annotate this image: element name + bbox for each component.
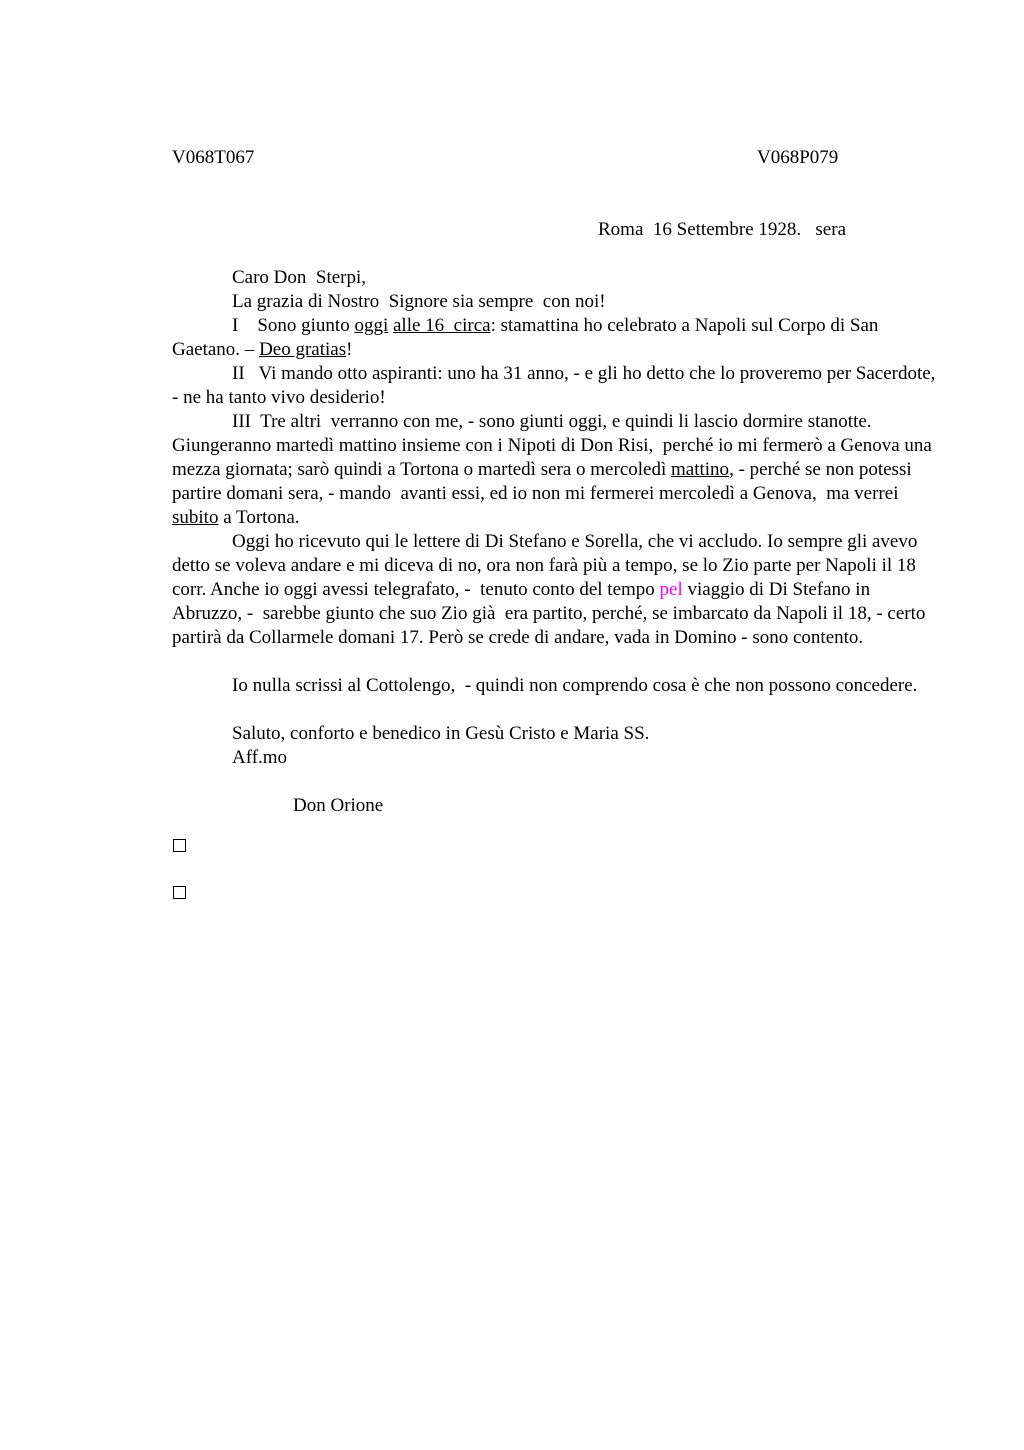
p3-underlined-mattino: mattino bbox=[671, 459, 730, 480]
p4-highlighted-pel: pel bbox=[659, 579, 683, 600]
p4-text-a: Oggi ho ricevuto qui le lettere di Di Stefano e Sorella, che vi accludo. Io sempre gli avevo detto se voleva andare e mi diceva di no, ora non farà più a tempo, se lo Zio parte per Napoli il 18 corr. Anche io oggi avessi telegrafato, - tenuto conto del tempo bbox=[172, 531, 923, 600]
archive-code-left: V068T067 bbox=[172, 147, 255, 168]
signature: Don Orione bbox=[293, 795, 384, 816]
p3-text-a: III Tre altri verranno con me, - sono giunti oggi, e quindi li lascio dormire stanotte. Giungeranno martedì mattino insieme con i Nipoti di Don Risi, perché io mi fermerò a Genova una mezza giornata; sarò quindi a Tortona o martedì sera o mercoledì bbox=[172, 411, 937, 480]
greeting: La grazia di Nostro Signore sia sempre con noi! bbox=[232, 291, 606, 312]
p3-text-e: a Tortona. bbox=[218, 507, 300, 528]
p3-text-c: , - perché se non potessi partire domani sera, - mando avanti essi, ed io non mi fermerei mercoledì a Genova, ma verrei bbox=[172, 459, 917, 504]
salutation: Caro Don Sterpi, bbox=[232, 267, 367, 288]
closing-line: Saluto, conforto e benedico in Gesù Cristo e Maria SS. bbox=[232, 723, 650, 744]
p1-underlined-deo-gratias: Deo gratias bbox=[259, 339, 347, 360]
paragraph-1 bbox=[172, 314, 942, 362]
archive-code-right: V068P079 bbox=[757, 147, 839, 168]
paragraph-4 bbox=[172, 530, 942, 650]
p1-underlined-time: alle 16 circa bbox=[392, 315, 491, 336]
checkbox-square-2-icon bbox=[173, 886, 186, 899]
p1-text-a: I Sono giunto bbox=[232, 315, 355, 336]
p4-text-c: viaggio di Di Stefano in Abruzzo, - sarebbe giunto che suo Zio già era partito, perché, se imbarcato da Napoli il 18, - certo partirà da Collarmele domani 17. Però se crede di andare, vada in Domino - sono contento. bbox=[172, 579, 931, 648]
p1-text-g: ! bbox=[346, 339, 353, 360]
closing-formula: Aff.mo bbox=[232, 747, 288, 768]
p3-underlined-subito: subito bbox=[172, 507, 219, 528]
paragraph-3 bbox=[172, 410, 942, 530]
checkbox-square-1-icon bbox=[173, 839, 186, 852]
paragraph-2: II Vi mando otto aspiranti: uno ha 31 anno, - e gli ho detto che lo proveremo per Sacerdote, - ne ha tanto vivo desiderio! bbox=[172, 363, 941, 408]
paragraph-5: Io nulla scrissi al Cottolengo, - quindi non comprendo cosa è che non possono concedere. bbox=[232, 675, 918, 696]
p1-underlined-oggi: oggi bbox=[354, 315, 389, 336]
dateline: Roma 16 Settembre 1928. sera bbox=[598, 219, 847, 240]
p1-text-e: : stamattina ho celebrato a Napoli sul Corpo di San Gaetano. – bbox=[172, 315, 879, 360]
